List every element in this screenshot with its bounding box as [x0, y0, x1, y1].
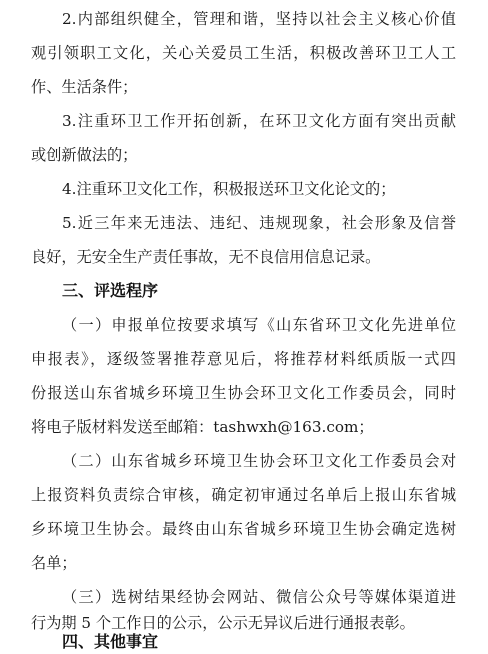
text-line: 4.注重环卫文化工作，积极报送环卫文化论文的；	[62, 180, 396, 198]
text-line: 良好，无安全生产责任事故，无不良信用信息记录。	[31, 248, 381, 266]
text-line: （三）选树结果经协会网站、微信公众号等媒体渠道进	[62, 588, 456, 606]
text-line: 行为期 5 个工作日的公示，公示无异议后进行通报表彰。	[31, 614, 415, 632]
text-line: 份报送山东省城乡环境卫生协会环卫文化工作委员会，同时	[31, 384, 456, 402]
text-line: 乡环境卫生协会。最终由山东省城乡环境卫生协会确定选树	[31, 520, 456, 538]
text-line: 观引领职工文化，关心关爱员工生活，积极改善环卫工人工	[31, 44, 456, 62]
text-line: 或创新做法的；	[31, 146, 138, 164]
text-line: 作、生活条件；	[31, 78, 138, 96]
text-line: （二）山东省城乡环境卫生协会环卫文化工作委员会对	[62, 452, 456, 470]
section-heading-procedure: 三、评选程序	[62, 281, 159, 300]
text-line-email: 将电子版材料发送至邮箱：tashwxh@163.com；	[31, 418, 374, 436]
text-line: （一）申报单位按要求填写《山东省环卫文化先进单位	[62, 316, 456, 334]
text-line: 5.近三年来无违法、违纪、违规现象，社会形象及信誉	[62, 214, 456, 232]
section-heading-other-matters: 四、其他事宜	[62, 632, 159, 651]
text-line: 上报资料负责综合审核，确定初审通过名单后上报山东省城	[31, 486, 456, 504]
text-line: 3.注重环卫工作开拓创新，在环卫文化方面有突出贡献	[62, 112, 456, 130]
text-line: 2.内部组织健全，管理和谐，坚持以社会主义核心价值	[62, 10, 456, 28]
text-line: 名单；	[31, 554, 77, 572]
text-line: 申报表》，逐级签署推荐意见后，将推荐材料纸质版一式四	[31, 350, 456, 368]
